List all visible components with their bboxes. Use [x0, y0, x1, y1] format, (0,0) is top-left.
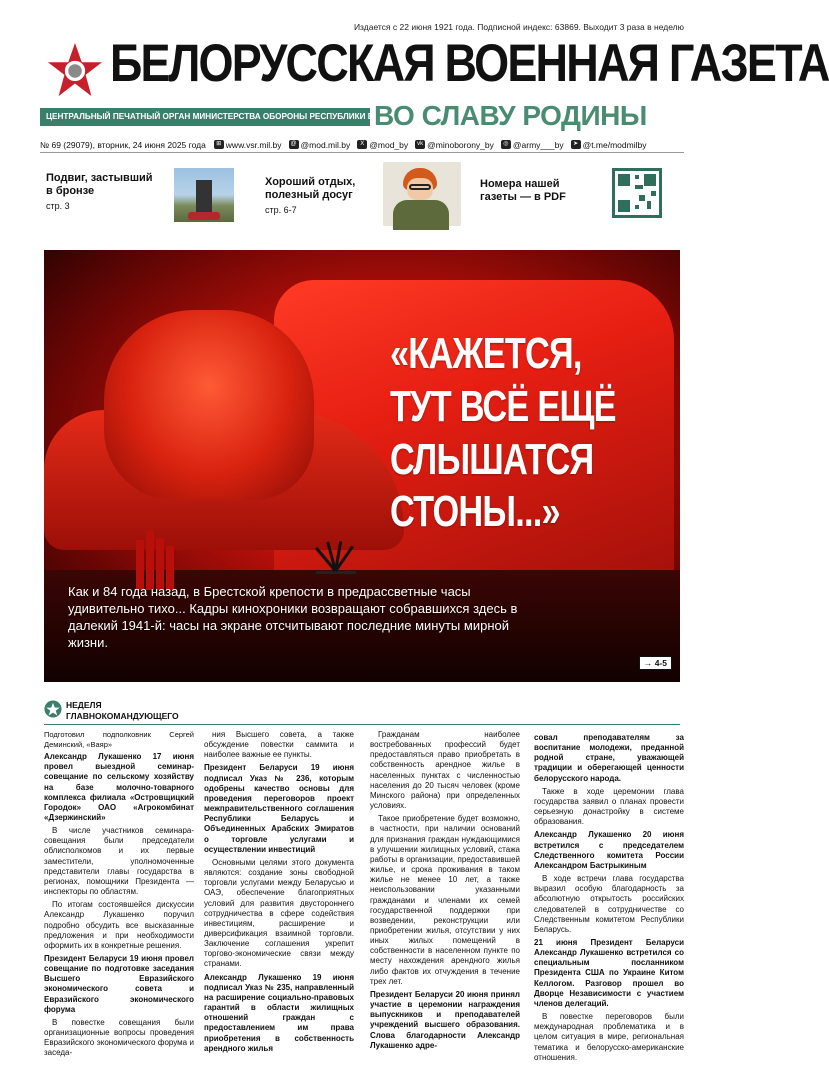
web-icon: ⊞: [214, 140, 224, 149]
masthead: [40, 22, 829, 134]
social-link-text: @t.me/modmilby: [582, 139, 647, 150]
social-link-text: @mod.mil.by: [300, 139, 351, 150]
article-paragraph: В повестке совещания были организационные вопросы проведения Евразийского экономического форума и заседа-: [44, 1017, 194, 1058]
social-link-text: @mod_by: [369, 139, 409, 150]
article-column-1: [44, 730, 194, 1062]
quote-line: ТУТ ВСЁ ЕЩЁ: [390, 381, 616, 431]
article-paragraph: В повестке переговоров были международная проблематика и в целом ситуация в мире, региональная тематика и белорусско-американские отношения.: [534, 1012, 684, 1062]
social-links: [214, 140, 647, 150]
social-link-text: @minoborony_by: [427, 139, 494, 150]
teaser-pdf[interactable]: [480, 178, 590, 204]
section-title-line: НЕДЕЛЯ: [66, 700, 102, 710]
article-author: Подготовил подполковник Сергей Деминский, «Ваяр»: [44, 730, 194, 749]
red-star-emblem-icon: [46, 42, 104, 98]
teaser-headline: Номера нашей газеты — в PDF: [480, 178, 566, 204]
article-paragraph: ния Высшего совета, а также обсуждение повестки саммита и наиболее важные ее пункты.: [204, 730, 354, 760]
section-header: [44, 698, 344, 722]
email-icon: @: [290, 141, 297, 147]
vk-icon: vk: [417, 141, 424, 147]
article-lead-paragraph: Президент Беларуси 20 июня принял участие в церемонии награждения выпускников и преподавателей учреждений высшего образования. Слова благодарности Александр Лукашенко адре-: [370, 989, 520, 1050]
article-column-2: [204, 730, 354, 1057]
article-paragraph: Гражданам наиболее востребованных профессий будет предоставляться право приобретать в собственность арендное жилье в населенных пунктах с численностью населения до 20 тысяч человек (кроме Минского района) при определенных условиях.: [370, 730, 520, 811]
social-link-text: @army___by: [512, 139, 564, 150]
quote-line: «КАЖЕТСЯ,: [390, 329, 582, 378]
article-paragraph: Основными целями этого документа являются: создание зоны свободной торговли услугами между Беларусью и ОАЭ, обеспечение благоприятных условий для развития двустороннего сотрудничества в сфере содействия инвестициям, расширение и диверсификация взаимной торговли. Заключение соглашения укрепит торгово-экономические связи между странами.: [204, 857, 354, 969]
article-paragraph: Такое приобретение будет возможно, в частности, при наличии оснований для признания граждан нуждающимися в улучшении жилищных условий, стажа работы в организации, предоставившей жилье, и срока проживания в таком жилье не менее 10 лет, а также неиспользовании указанными гражданами и членами их семей государственной поддержки при возведении, реконструкции или приобретении жилья, отсутствии у них иных жилых помещений в собственности в населенном пункте по месту нахождения арендного жилья либо фактов их отчуждения в течение трех лет.: [370, 814, 520, 986]
publication-info: Издается с 22 июня 1921 года. Подписной индекс: 63869. Выходит 3 раза в неделю: [353, 22, 684, 32]
hero-photo: [44, 250, 680, 682]
article-column-4: [534, 730, 684, 1066]
article-lead-paragraph: 21 июня Президент Беларуси Александр Лукашенко встретился со специальным посланником Президента США по Украине Китом Келлогом. Разговор прошел во Дворце Независимости с участием членов делегаций.: [534, 937, 684, 1008]
teaser-headline: Хороший отдых, полезный досуг: [265, 176, 356, 202]
hero-caption: Как и 84 года назад, в Брестской крепости в предрассветные часы удивительно тихо... Кадры кинохроники возвращают собравшихся здесь в далекий 1941-й: часы на экране отсчитывают последние минуты мирной жизни.: [68, 584, 518, 650]
social-link-email[interactable]: [289, 140, 351, 150]
social-link-x[interactable]: [357, 140, 408, 150]
hero-quote: [390, 328, 616, 539]
section-divider: [44, 724, 680, 725]
teaser-headline: Подвиг, застывший в бронзе: [46, 172, 153, 198]
telegram-icon: ➤: [571, 140, 581, 149]
article-lead-paragraph: Президент Беларуси 19 июня провел совещание по подготовке заседания Высшего Евразийского экономического совета и Евразийского экономического форума: [44, 954, 194, 1014]
issue-info-bar: [40, 137, 684, 153]
article-paragraph: Также в ходе церемонии глава государства заявил о планах провести серьезную донастройку в системе образования.: [534, 786, 684, 827]
monument-thumbnail: [174, 168, 234, 222]
teaser-leisure[interactable]: [265, 176, 375, 215]
social-link-web[interactable]: [214, 140, 282, 150]
article-lead-paragraph: Александр Лукашенко 19 июня подписал Указ № 235, направленный на расширение социально-правовых гарантий в области жилищных отношений граждан с предоставлением им права приобретения в собственность арендного жилья: [204, 972, 354, 1053]
social-link-telegram[interactable]: [571, 140, 647, 150]
section-star-icon: [44, 700, 62, 718]
article-lead-paragraph: Александр Лукашенко 17 июня провел выездной семинар-совещание по сельскому хозяйству на базе молочно-товарного комплекса филиала «Островщицкий Городок» ОАО «Агрокомбинат «Дзержинский»: [44, 752, 194, 822]
newspaper-title: БЕЛОРУССКАЯ ВОЕННАЯ ГАЗЕТА: [110, 32, 829, 93]
article-lead-paragraph: совал преподавателям за воспитание молодежи, преданной родной стране, уважающей традиции и оберегающей ценности белорусского народа.: [534, 733, 684, 783]
soldier-phone-thumbnail: [383, 162, 461, 226]
article-paragraph: По итогам состоявшейся дискуссии Александр Лукашенко поручил подробно обсудить все высказанные предложения и при необходимости оформить их в конкретные решения.: [44, 900, 194, 950]
social-link-text: www.vsr.mil.by: [225, 139, 282, 150]
article-column-3: [370, 730, 520, 1054]
newspaper-slogan: ВО СЛАВУ РОДИНЫ: [374, 100, 647, 131]
social-link-instagram[interactable]: [501, 140, 564, 150]
quote-line: СЛЫШАТСЯ: [390, 434, 594, 484]
section-title-line: ГЛАВНОКОМАНДУЮЩЕГО: [66, 710, 179, 721]
article-paragraph: В числе участников семинара-совещания были председатели облисполкомов и их первые заместители, уполномоченные представители главы государства в регионах, помощники Президента — инспекторы по областям.: [44, 826, 194, 897]
article-lead-paragraph: Президент Беларуси 19 июня подписал Указ № 236, которым одобрены качество основы для проведения переговоров проект межправительственного соглашения Республики Беларусь и Объединенных Арабских Эмиратов о торговле услугами и осуществлении инвестиций: [204, 763, 354, 854]
teaser-page: стр. 3: [46, 201, 70, 212]
article-paragraph: В ходе встречи глава государства выразил особую благодарность за абсолютную открытость российских следователей в сотрудничестве со Следственным комитетом Республики Беларусь.: [534, 874, 684, 934]
teasers-row: [40, 160, 684, 228]
quote-line: СТОНЫ...»: [390, 487, 560, 537]
newspaper-subtitle: ЦЕНТРАЛЬНЫЙ ПЕЧАТНЫЙ ОРГАН МИНИСТЕРСТВА ОБОРОНЫ РЕСПУБЛИКИ БЕЛАРУСЬ: [40, 108, 370, 126]
teaser-monument[interactable]: [46, 172, 156, 211]
section-title: [66, 700, 179, 721]
article-columns: [44, 730, 684, 1062]
social-link-vk[interactable]: [415, 140, 494, 150]
instagram-icon: ◎: [501, 140, 511, 149]
issue-number-date: № 69 (29079), вторник, 24 июня 2025 года: [40, 139, 206, 150]
qr-code-icon[interactable]: [612, 168, 662, 218]
hero-page-ref[interactable]: → 4-5: [639, 656, 672, 670]
x-icon: X: [357, 140, 367, 149]
teaser-page: стр. 6-7: [265, 205, 297, 216]
article-lead-paragraph: Александр Лукашенко 20 июня встретился с председателем Следственного комитета России Александром Бастрыкиным: [534, 830, 684, 870]
